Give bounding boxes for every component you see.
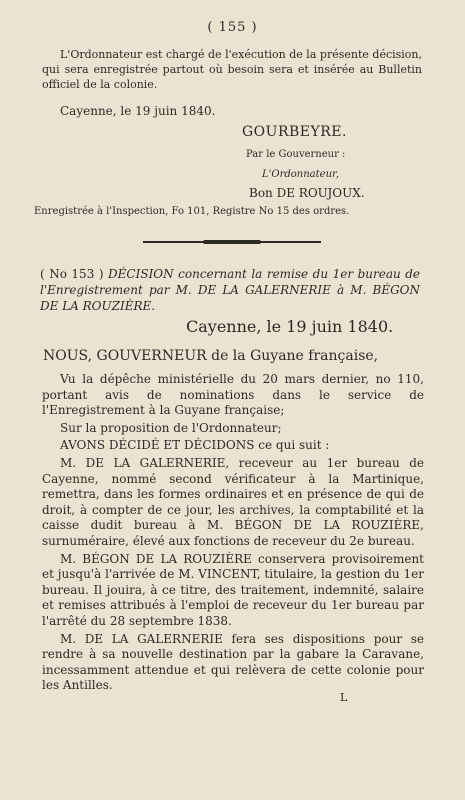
paragraph-begon: M. BÉGON DE LA ROUZIÈRE conservera provisoirement et jusqu'à l'arrivée de M. VINCENT, titulaire, la gestion du 1er bureau. Il jouira, à ce titre, des traitement, indemnité, salaire et remises attribués à l'emploi de receveur du 1er bureau par l'arrêté du 28 septembre 1838. xyxy=(42,551,424,628)
ordonnateur-label: L'Ordonnateur, xyxy=(262,169,339,180)
nous-gouverneur: NOUS, GOUVERNEUR de la Guyane française, xyxy=(43,348,379,364)
par-le-gouverneur: Par le Gouverneur : xyxy=(246,149,346,160)
signature-gourbeyre: GOURBEYRE. xyxy=(242,124,347,140)
execution-clause: L'Ordonnateur est chargé de l'exécution de la présente décision, qui sera enregistrée partout où besoin sera et insérée au Bulletin officiel de la colonie. xyxy=(42,48,422,91)
paragraph-vu: Vu la dépêche ministérielle du 20 mars dernier, no 110, portant avis de nominations dans le service de l'Enregistrement à la Guyane française; xyxy=(42,372,424,418)
decision-number: ( No 153 ) xyxy=(40,267,104,281)
registration-note: Enregistrée à l'Inspection, Fo 101, Registre No 15 des ordres. xyxy=(34,206,350,217)
decision-date: Cayenne, le 19 juin 1840. xyxy=(186,317,394,336)
decision-title: DÉCISION concernant la remise du 1er bureau de l'Enregistrement par M. DE LA GALERNERIE à M. BÉGON DE LA ROUZIÈRE. xyxy=(40,267,420,313)
decision-heading xyxy=(40,266,420,314)
paragraph-avons-decide: AVONS DÉCIDÉ ET DÉCIDONS ce qui suit : xyxy=(60,438,330,453)
page-number: ( 155 ) xyxy=(207,20,258,35)
paragraph-proposition: Sur la proposition de l'Ordonnateur; xyxy=(60,420,282,435)
paragraph-destination: M. DE LA GALERNERIE fera ses dispositions pour se rendre à sa nouvelle destination par la gabare la Caravane, incessamment attendue et qui relèvera de cette colonie pour les Antilles. xyxy=(42,631,424,693)
closing-paragraph xyxy=(42,47,422,92)
decision-body xyxy=(42,372,424,696)
signature-roujoux: Bon DE ROUJOUX. xyxy=(249,186,365,200)
paragraph-galernerie: M. DE LA GALERNERIE, receveur au 1er bureau de Cayenne, nommé second vérificateur à la Martinique, remettra, dans les formes ordinaires et en présence de qui de droit, à compter de ce jour, les archives, la comptabilité et la caisse dudit bureau à M. BÉGON DE LA ROUZIÈRE, surnuméraire, élevé aux fonctions de receveur du 2e bureau. xyxy=(42,455,424,548)
catchword: L xyxy=(340,691,348,704)
first-date: Cayenne, le 19 juin 1840. xyxy=(60,104,216,118)
section-divider xyxy=(143,241,321,243)
